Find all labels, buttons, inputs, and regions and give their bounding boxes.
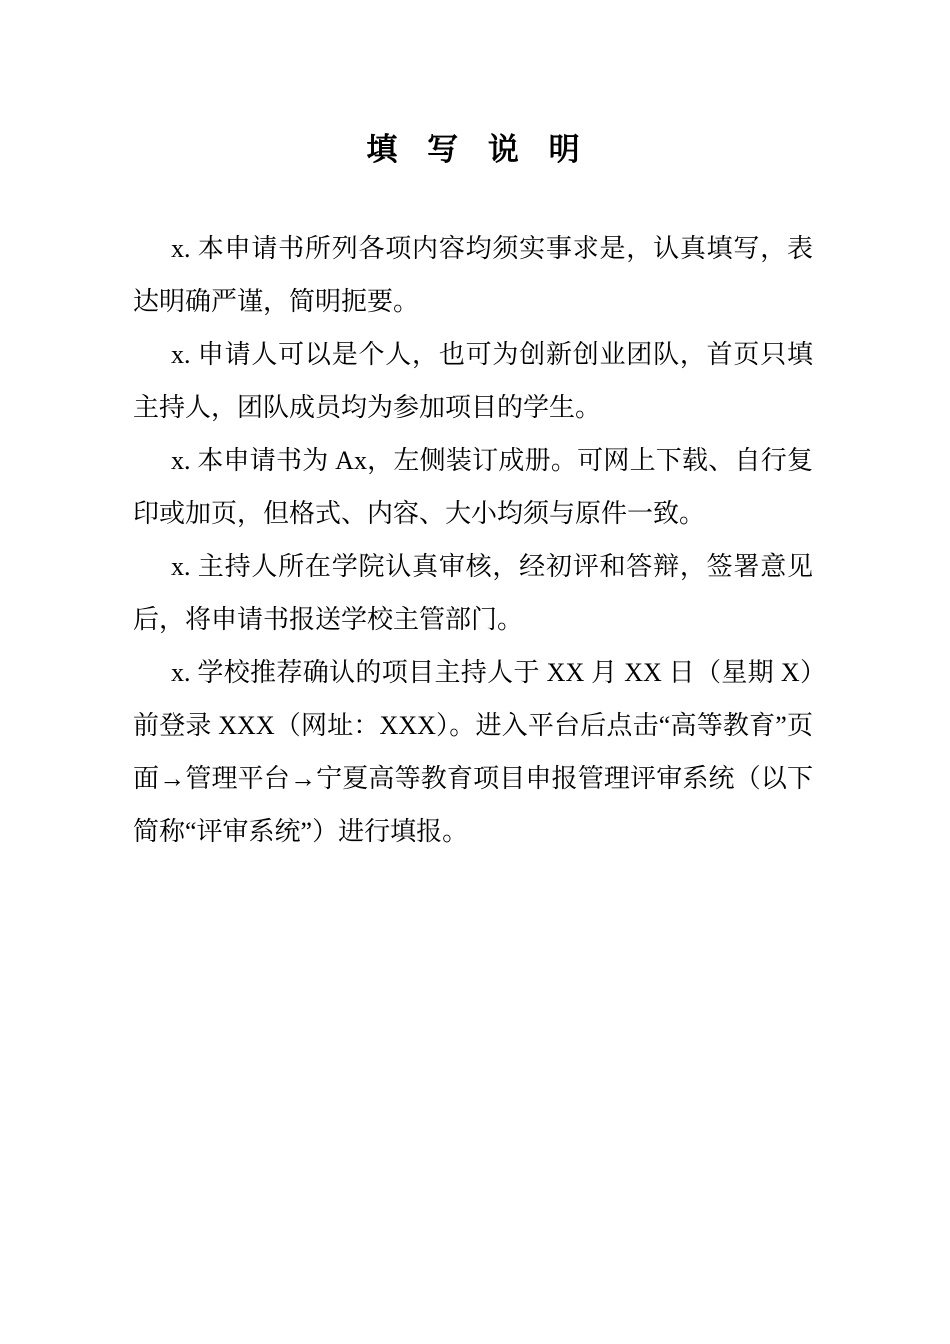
page-title: 填 写 说 明 xyxy=(366,132,591,167)
instruction-paragraph-2: x. 申请人可以是个人，也可为创新创业团队，首页只填主持人，团队成员均为参加项目的学生。 xyxy=(133,340,813,422)
instruction-paragraph-5: x. 学校推荐确认的项目主持人于 XX 月 XX 日（星期 X）前登录 XXX（网址：XXX）。进入平台后点击“高等教育”页面→管理平台→宁夏高等教育项目申报管理评审系统（以下简称“评审系统”）进行填报。 xyxy=(133,658,813,846)
instruction-paragraph-4: x. 主持人所在学院认真审核，经初评和答辩，签署意见后，将申请书报送学校主管部门。 xyxy=(133,552,813,634)
instruction-paragraph-3: x. 本申请书为 Ax，左侧装订成册。可网上下载、自行复印或加页，但格式、内容、大小均须与原件一致。 xyxy=(133,446,813,528)
instruction-paragraph-1: x. 本申请书所列各项内容均须实事求是，认真填写，表达明确严谨，简明扼要。 xyxy=(133,234,813,316)
document-body xyxy=(133,222,813,858)
